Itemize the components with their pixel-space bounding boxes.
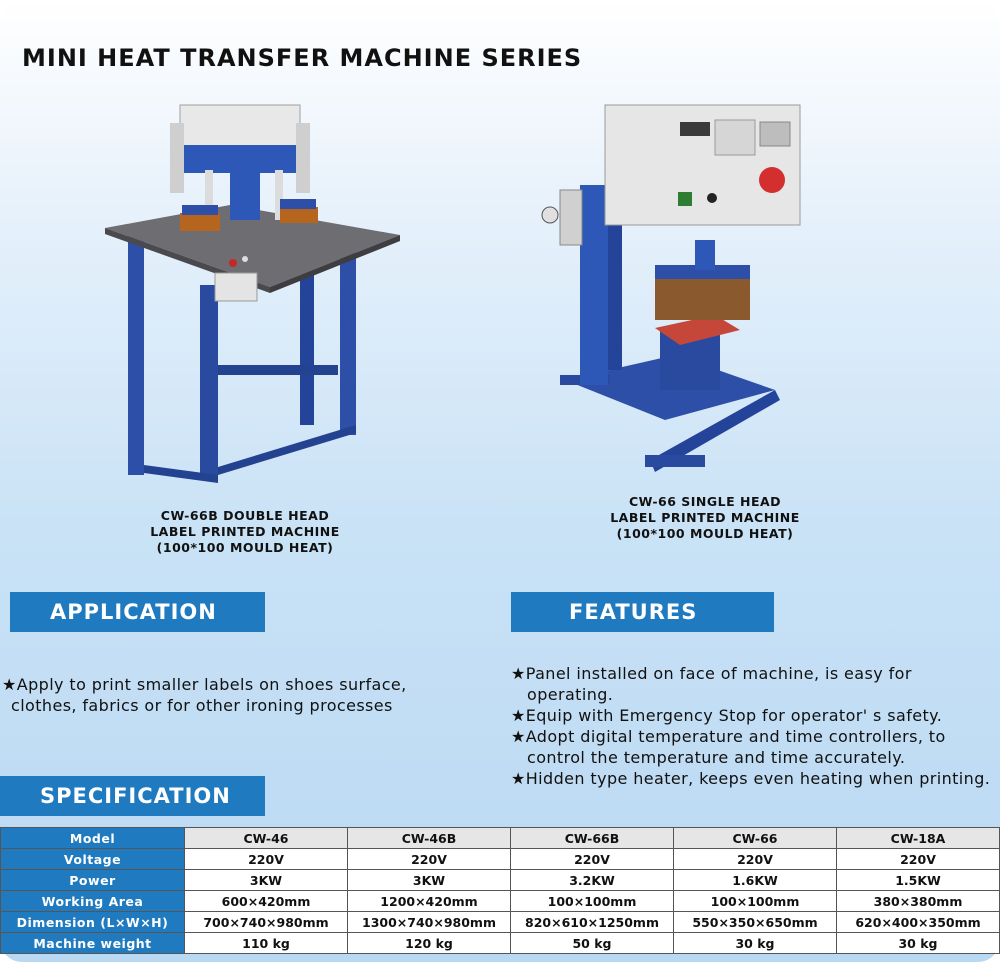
table-cell: 30 kg [674, 933, 837, 954]
table-cell: 220V [185, 849, 348, 870]
table-cell: CW-18A [837, 828, 1000, 849]
application-text [2, 674, 407, 716]
feature-item-continued: operating. [527, 685, 614, 704]
features-list [511, 663, 990, 789]
table-cell: CW-46 [185, 828, 348, 849]
table-cell: CW-46B [348, 828, 511, 849]
table-cell: 3.2KW [511, 870, 674, 891]
table-row [1, 912, 1000, 933]
table-row [1, 828, 1000, 849]
table-cell: 820×610×1250mm [511, 912, 674, 933]
row-label: Working Area [1, 891, 185, 912]
row-label: Machine weight [1, 933, 185, 954]
caption-line: CW-66 SINGLE HEAD [628, 494, 782, 509]
caption-line: (100*100 MOULD HEAT) [616, 526, 794, 541]
row-label: Dimension (L×W×H) [1, 912, 185, 933]
table-cell: 120 kg [348, 933, 511, 954]
table-cell: 1.5KW [837, 870, 1000, 891]
table-cell: 100×100mm [511, 891, 674, 912]
application-heading: APPLICATION [10, 592, 265, 632]
feature-item-continued: control the temperature and time accurately. [527, 748, 906, 767]
table-cell: CW-66B [511, 828, 674, 849]
table-cell: 620×400×350mm [837, 912, 1000, 933]
specification-heading: SPECIFICATION [0, 776, 265, 816]
table-cell: 1.6KW [674, 870, 837, 891]
caption-line: LABEL PRINTED MACHINE [150, 524, 340, 539]
table-cell: 220V [837, 849, 1000, 870]
application-line: ★Apply to print smaller labels on shoes surface, [2, 675, 407, 694]
caption-line: LABEL PRINTED MACHINE [610, 510, 800, 525]
table-cell: 110 kg [185, 933, 348, 954]
specification-table [0, 827, 1000, 954]
feature-item: ★Hidden type heater, keeps even heating when printing. [511, 769, 991, 788]
table-cell: 3KW [348, 870, 511, 891]
table-cell: CW-66 [674, 828, 837, 849]
table-cell: 100×100mm [674, 891, 837, 912]
caption-line: CW-66B DOUBLE HEAD [160, 508, 330, 523]
feature-item: ★Equip with Emergency Stop for operator' s safety. [511, 706, 943, 725]
table-row [1, 849, 1000, 870]
table-cell: 600×420mm [185, 891, 348, 912]
row-label: Power [1, 870, 185, 891]
row-label: Model [1, 828, 185, 849]
table-cell: 380×380mm [837, 891, 1000, 912]
table-cell: 50 kg [511, 933, 674, 954]
double-head-machine-photo [100, 95, 405, 490]
table-cell: 220V [348, 849, 511, 870]
table-row [1, 870, 1000, 891]
table-cell: 1200×420mm [348, 891, 511, 912]
table-cell: 3KW [185, 870, 348, 891]
features-heading: FEATURES [511, 592, 774, 632]
feature-item: ★Adopt digital temperature and time controllers, to [511, 727, 946, 746]
single-head-caption [590, 494, 820, 542]
table-row [1, 933, 1000, 954]
table-cell: 1300×740×980mm [348, 912, 511, 933]
feature-item: ★Panel installed on face of machine, is easy for [511, 664, 912, 683]
table-cell: 220V [674, 849, 837, 870]
page-title: MINI HEAT TRANSFER MACHINE SERIES [22, 44, 583, 72]
application-line: clothes, fabrics or for other ironing processes [11, 696, 393, 715]
table-cell: 700×740×980mm [185, 912, 348, 933]
table-cell: 220V [511, 849, 674, 870]
table-row [1, 891, 1000, 912]
row-label: Voltage [1, 849, 185, 870]
double-head-caption [130, 508, 360, 556]
table-cell: 30 kg [837, 933, 1000, 954]
table-cell: 550×350×650mm [674, 912, 837, 933]
single-head-machine-photo [540, 100, 810, 478]
caption-line: (100*100 MOULD HEAT) [156, 540, 334, 555]
